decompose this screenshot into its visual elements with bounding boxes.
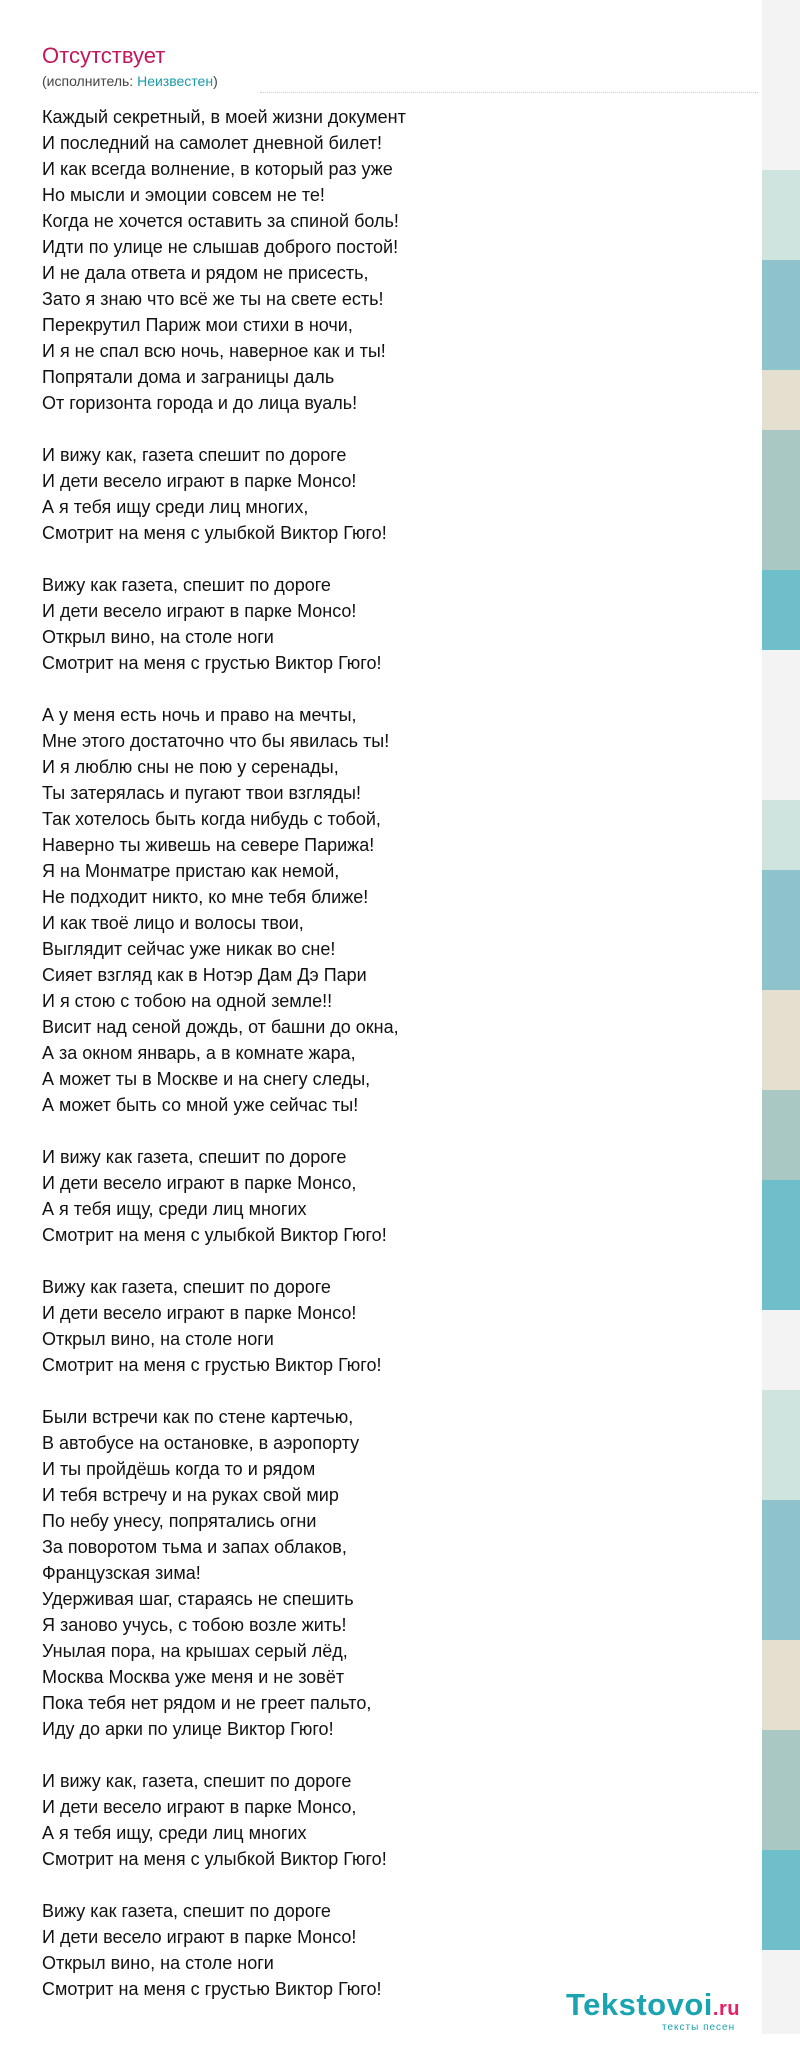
song-title: Отсутствует xyxy=(42,43,166,68)
lyric-line: А я тебя ищу среди лиц многих, xyxy=(42,497,309,517)
lyric-line: И дети весело играют в парке Монсо! xyxy=(42,1303,357,1323)
stripe-band xyxy=(762,170,800,260)
lyric-line: И дети весело играют в парке Монсо! xyxy=(42,471,357,491)
lyrics-stanza xyxy=(42,442,742,546)
lyric-line: А может быть со мной уже сейчас ты! xyxy=(42,1095,359,1115)
stripe-band xyxy=(762,1640,800,1730)
lyrics-body xyxy=(42,104,742,2002)
lyric-line: И ты пройдёшь когда то и рядом xyxy=(42,1459,316,1479)
lyric-line: Смотрит на меня с улыбкой Виктор Гюго! xyxy=(42,1849,387,1869)
lyric-line: Когда не хочется оставить за спиной боль! xyxy=(42,211,399,231)
logo-tagline: тексты песен xyxy=(662,2022,736,2033)
stripe-band xyxy=(762,1730,800,1850)
lyric-line: Не подходит никто, ко мне тебя ближе! xyxy=(42,887,369,907)
lyric-line: Смотрит на меня с грустью Виктор Гюго! xyxy=(42,1355,382,1375)
lyric-line: Зато я знаю что всё же ты на свете есть! xyxy=(42,289,384,309)
lyric-line: По небу унесу, попрятались огни xyxy=(42,1511,317,1531)
lyric-line: И тебя встречу и на руках свой мир xyxy=(42,1485,339,1505)
stripe-band xyxy=(762,1090,800,1180)
lyrics-stanza xyxy=(42,1274,742,1378)
lyric-line: И я не спал всю ночь, наверное как и ты! xyxy=(42,341,386,361)
lyric-line: Открыл вино, на столе ноги xyxy=(42,1953,274,1973)
stripe-band xyxy=(762,1850,800,1950)
decorative-striped-edge xyxy=(762,0,800,2054)
lyric-line: Попрятали дома и заграницы даль xyxy=(42,367,335,387)
header-divider xyxy=(260,92,758,93)
lyric-line: И дети весело играют в парке Монсо! xyxy=(42,601,357,621)
lyric-line: За поворотом тьма и запах облаков, xyxy=(42,1537,347,1557)
lyric-line: Вижу как газета, спешит по дороге xyxy=(42,575,331,595)
lyric-line: Смотрит на меня с улыбкой Виктор Гюго! xyxy=(42,523,387,543)
lyric-line: Наверно ты живешь на севере Парижа! xyxy=(42,835,375,855)
stripe-band xyxy=(762,990,800,1090)
stripe-band xyxy=(762,870,800,990)
lyric-line: И вижу как, газета, спешит по дороге xyxy=(42,1771,352,1791)
lyric-line: А может ты в Москве и на снегу следы, xyxy=(42,1069,371,1089)
stripe-band xyxy=(762,1500,800,1640)
lyric-line: И вижу как, газета спешит по дороге xyxy=(42,445,347,465)
artist-suffix: ) xyxy=(213,73,218,89)
lyric-line: Я заново учусь, с тобою возле жить! xyxy=(42,1615,347,1635)
stripe-band xyxy=(762,570,800,650)
lyric-line: А за окном январь, а в комнате жара, xyxy=(42,1043,356,1063)
lyric-line: Перекрутил Париж мои стихи в ночи, xyxy=(42,315,353,335)
lyric-line: И дети весело играют в парке Монсо, xyxy=(42,1797,357,1817)
artist-line xyxy=(42,72,218,90)
lyric-line: И последний на самолет дневной билет! xyxy=(42,133,383,153)
lyrics-stanza xyxy=(42,702,742,1118)
stripe-band xyxy=(762,1310,800,1390)
site-logo[interactable] xyxy=(566,1986,766,2042)
lyrics-stanza xyxy=(42,1144,742,1248)
lyric-line: И дети весело играют в парке Монсо, xyxy=(42,1173,357,1193)
stripe-band xyxy=(762,430,800,570)
lyric-line: Москва Москва уже меня и не зовёт xyxy=(42,1667,345,1687)
lyric-line: И как всегда волнение, в который раз уже xyxy=(42,159,393,179)
lyric-line: Каждый секретный, в моей жизни документ xyxy=(42,107,406,127)
stripe-band xyxy=(762,260,800,370)
lyric-line: Были встречи как по стене картечью, xyxy=(42,1407,354,1427)
lyric-line: И не дала ответа и рядом не присесть, xyxy=(42,263,369,283)
lyric-line: Смотрит на меня с грустью Виктор Гюго! xyxy=(42,653,382,673)
lyrics-stanza xyxy=(42,1404,742,1742)
stripe-band xyxy=(762,800,800,870)
lyric-line: Вижу как газета, спешит по дороге xyxy=(42,1277,331,1297)
lyric-line: И как твоё лицо и волосы твои, xyxy=(42,913,304,933)
lyric-line: И я стою с тобою на одной земле!! xyxy=(42,991,333,1011)
lyric-line: Французская зима! xyxy=(42,1563,201,1583)
lyric-line: Иду до арки по улице Виктор Гюго! xyxy=(42,1719,334,1739)
lyric-line: Унылая пора, на крышах серый лёд, xyxy=(42,1641,348,1661)
lyric-line: Открыл вино, на столе ноги xyxy=(42,627,274,647)
artist-link[interactable]: Неизвестен xyxy=(137,73,214,89)
lyric-line: Идти по улице не слышав доброго постой! xyxy=(42,237,399,257)
stripe-band xyxy=(762,1180,800,1310)
lyric-line: Смотрит на меня с улыбкой Виктор Гюго! xyxy=(42,1225,387,1245)
lyric-line: Удерживая шаг, стараясь не спешить xyxy=(42,1589,354,1609)
lyric-line: Так хотелось быть когда нибудь с тобой, xyxy=(42,809,381,829)
lyric-line: И я люблю сны не пою у серенады, xyxy=(42,757,339,777)
lyric-line: А у меня есть ночь и право на мечты, xyxy=(42,705,357,725)
lyric-line: Сияет взгляд как в Нотэр Дам Дэ Пари xyxy=(42,965,367,985)
lyrics-stanza xyxy=(42,104,742,416)
lyric-line: От горизонта города и до лица вуаль! xyxy=(42,393,358,413)
lyric-line: Вижу как газета, спешит по дороге xyxy=(42,1901,331,1921)
lyric-line: Смотрит на меня с грустью Виктор Гюго! xyxy=(42,1979,382,1999)
lyric-line: Пока тебя нет рядом и не греет пальто, xyxy=(42,1693,372,1713)
lyrics-stanza xyxy=(42,572,742,676)
lyric-line: Мне этого достаточно что бы явилась ты! xyxy=(42,731,390,751)
lyric-line: Ты затерялась и пугают твои взгляды! xyxy=(42,783,361,803)
artist-prefix: (исполнитель: xyxy=(42,73,138,89)
lyric-line: В автобусе на остановке, в аэропорту xyxy=(42,1433,360,1453)
lyric-line: Висит над сеной дождь, от башни до окна, xyxy=(42,1017,399,1037)
stripe-band xyxy=(762,1390,800,1500)
stripe-band xyxy=(762,0,800,170)
lyric-line: А я тебя ищу, среди лиц многих xyxy=(42,1199,307,1219)
stripe-band xyxy=(762,1950,800,2034)
lyric-line: И вижу как газета, спешит по дороге xyxy=(42,1147,347,1167)
lyric-line: И дети весело играют в парке Монсо! xyxy=(42,1927,357,1947)
lyric-line: Выглядит сейчас уже никак во сне! xyxy=(42,939,336,959)
lyric-line: Я на Монматре пристаю как немой, xyxy=(42,861,340,881)
stripe-band xyxy=(762,650,800,800)
lyric-line: Открыл вино, на столе ноги xyxy=(42,1329,274,1349)
stripe-band xyxy=(762,370,800,430)
logo-name: Tekstovoi xyxy=(566,1987,713,2022)
lyric-line: Но мысли и эмоции совсем не те! xyxy=(42,185,325,205)
lyric-line: А я тебя ищу, среди лиц многих xyxy=(42,1823,307,1843)
lyrics-stanza xyxy=(42,1768,742,1872)
logo-tld: .ru xyxy=(712,1998,740,2020)
